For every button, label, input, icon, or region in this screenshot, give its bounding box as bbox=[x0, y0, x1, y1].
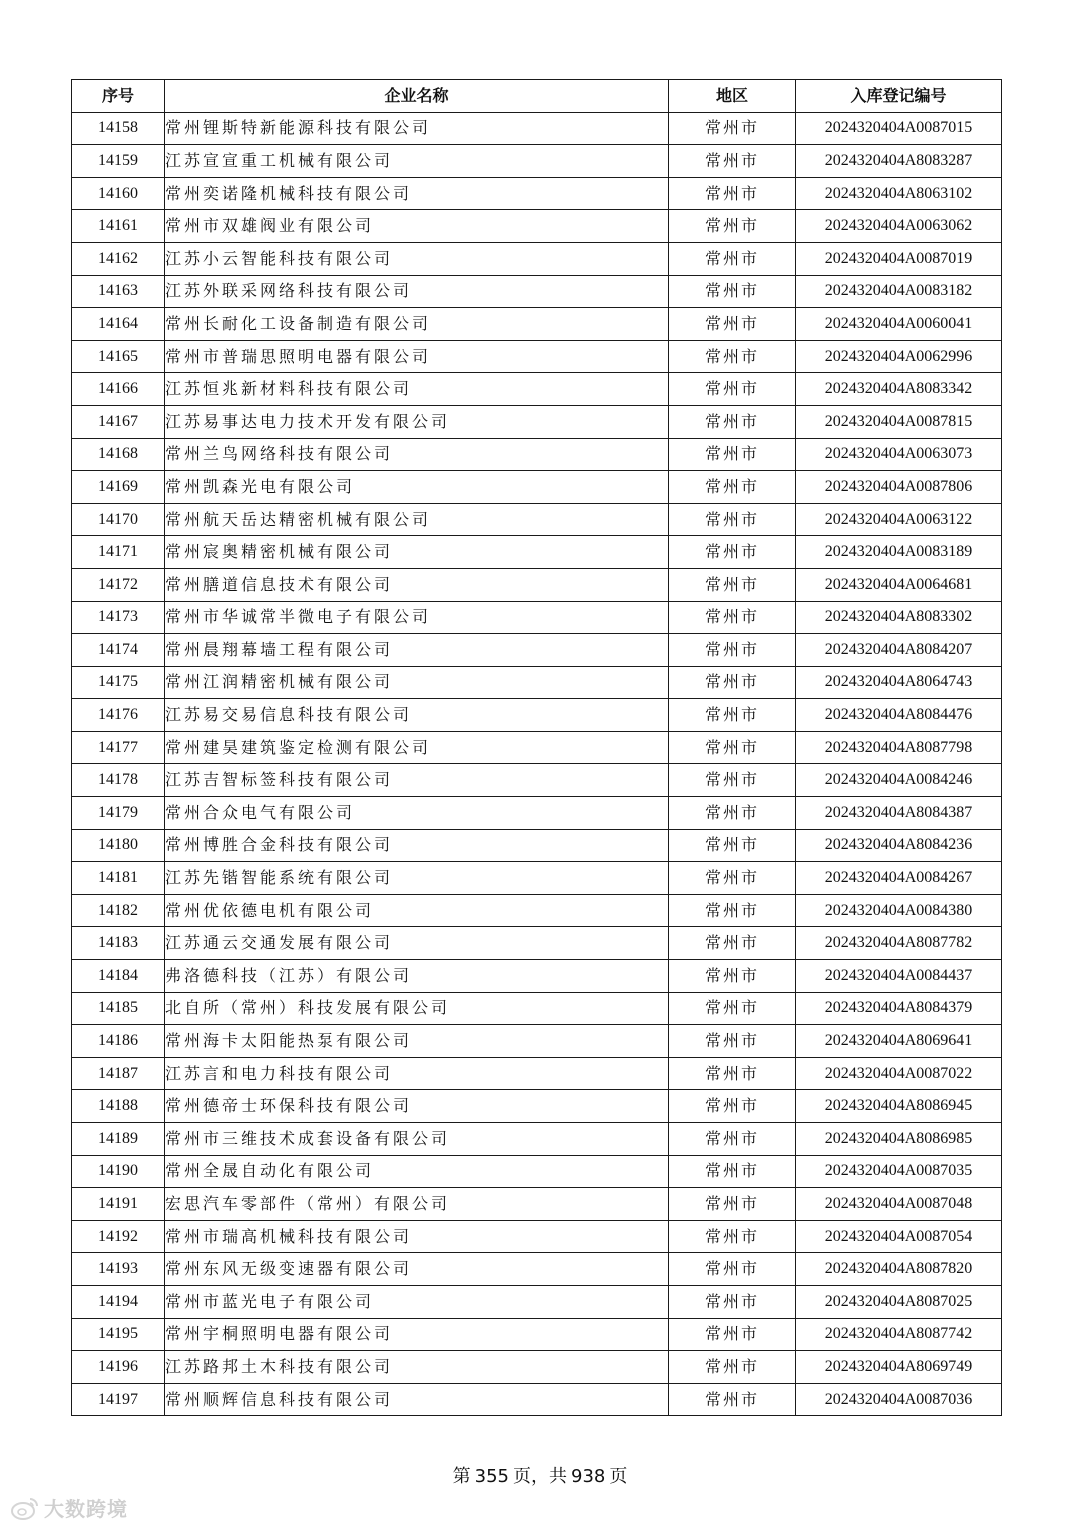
cell-serial-number: 14178 bbox=[72, 764, 165, 797]
cell-registration-code: 2024320404A0087806 bbox=[796, 471, 1002, 504]
cell-company-name: 常州市蓝光电子有限公司 bbox=[165, 1285, 669, 1318]
cell-region: 常州市 bbox=[669, 177, 796, 210]
table-row bbox=[72, 797, 1002, 830]
header-serial-number: 序号 bbox=[72, 80, 165, 113]
table-row bbox=[72, 503, 1002, 536]
cell-serial-number: 14159 bbox=[72, 145, 165, 178]
cell-serial-number: 14189 bbox=[72, 1123, 165, 1156]
cell-serial-number: 14195 bbox=[72, 1318, 165, 1351]
cell-registration-code: 2024320404A8084207 bbox=[796, 634, 1002, 667]
cell-company-name: 江苏外联采网络科技有限公司 bbox=[165, 275, 669, 308]
table-row bbox=[72, 1123, 1002, 1156]
cell-company-name: 常州凯森光电有限公司 bbox=[165, 471, 669, 504]
cell-serial-number: 14197 bbox=[72, 1383, 165, 1416]
cell-registration-code: 2024320404A0087015 bbox=[796, 112, 1002, 145]
cell-company-name: 常州兰鸟网络科技有限公司 bbox=[165, 438, 669, 471]
cell-registration-code: 2024320404A0087054 bbox=[796, 1220, 1002, 1253]
cell-serial-number: 14158 bbox=[72, 112, 165, 145]
cell-company-name: 江苏言和电力科技有限公司 bbox=[165, 1057, 669, 1090]
cell-company-name: 常州顺辉信息科技有限公司 bbox=[165, 1383, 669, 1416]
cell-registration-code: 2024320404A8069641 bbox=[796, 1025, 1002, 1058]
cell-region: 常州市 bbox=[669, 145, 796, 178]
cell-registration-code: 2024320404A8087742 bbox=[796, 1318, 1002, 1351]
cell-serial-number: 14163 bbox=[72, 275, 165, 308]
cell-serial-number: 14179 bbox=[72, 797, 165, 830]
cell-registration-code: 2024320404A0084246 bbox=[796, 764, 1002, 797]
cell-registration-code: 2024320404A0087022 bbox=[796, 1057, 1002, 1090]
cell-serial-number: 14192 bbox=[72, 1220, 165, 1253]
cell-registration-code: 2024320404A8087820 bbox=[796, 1253, 1002, 1286]
cell-region: 常州市 bbox=[669, 927, 796, 960]
cell-region: 常州市 bbox=[669, 829, 796, 862]
table-row bbox=[72, 601, 1002, 634]
cell-region: 常州市 bbox=[669, 1220, 796, 1253]
cell-region: 常州市 bbox=[669, 1351, 796, 1384]
cell-company-name: 常州市双雄阀业有限公司 bbox=[165, 210, 669, 243]
table-row bbox=[72, 1285, 1002, 1318]
watermark bbox=[10, 1493, 128, 1522]
cell-region: 常州市 bbox=[669, 536, 796, 569]
cell-company-name: 常州航天岳达精密机械有限公司 bbox=[165, 503, 669, 536]
table-row bbox=[72, 927, 1002, 960]
cell-registration-code: 2024320404A8069749 bbox=[796, 1351, 1002, 1384]
cell-serial-number: 14193 bbox=[72, 1253, 165, 1286]
table-row bbox=[72, 1188, 1002, 1221]
table-row bbox=[72, 471, 1002, 504]
cell-company-name: 江苏易交易信息科技有限公司 bbox=[165, 699, 669, 732]
page-footer bbox=[0, 1462, 1080, 1488]
cell-serial-number: 14188 bbox=[72, 1090, 165, 1123]
cell-serial-number: 14184 bbox=[72, 960, 165, 993]
cell-company-name: 常州市瑞高机械科技有限公司 bbox=[165, 1220, 669, 1253]
cell-company-name: 常州博胜合金科技有限公司 bbox=[165, 829, 669, 862]
cell-registration-code: 2024320404A8064743 bbox=[796, 666, 1002, 699]
cell-region: 常州市 bbox=[669, 438, 796, 471]
cell-company-name: 常州长耐化工设备制造有限公司 bbox=[165, 308, 669, 341]
cell-registration-code: 2024320404A8084476 bbox=[796, 699, 1002, 732]
cell-serial-number: 14170 bbox=[72, 503, 165, 536]
cell-registration-code: 2024320404A8083287 bbox=[796, 145, 1002, 178]
cell-region: 常州市 bbox=[669, 568, 796, 601]
cell-registration-code: 2024320404A0063073 bbox=[796, 438, 1002, 471]
cell-registration-code: 2024320404A8063102 bbox=[796, 177, 1002, 210]
cell-registration-code: 2024320404A8083342 bbox=[796, 373, 1002, 406]
cell-serial-number: 14161 bbox=[72, 210, 165, 243]
cell-company-name: 常州锂斯特新能源科技有限公司 bbox=[165, 112, 669, 145]
cell-serial-number: 14182 bbox=[72, 894, 165, 927]
cell-company-name: 江苏恒兆新材料科技有限公司 bbox=[165, 373, 669, 406]
header-company-name: 企业名称 bbox=[165, 80, 669, 113]
cell-company-name: 弗洛德科技（江苏）有限公司 bbox=[165, 960, 669, 993]
table-row bbox=[72, 1383, 1002, 1416]
cell-company-name: 宏思汽车零部件（常州）有限公司 bbox=[165, 1188, 669, 1221]
table-row bbox=[72, 731, 1002, 764]
watermark-text: 大数跨境 bbox=[44, 1497, 128, 1521]
cell-serial-number: 14174 bbox=[72, 634, 165, 667]
cell-serial-number: 14166 bbox=[72, 373, 165, 406]
table-row bbox=[72, 894, 1002, 927]
cell-registration-code: 2024320404A8086985 bbox=[796, 1123, 1002, 1156]
cell-company-name: 常州市普瑞思照明电器有限公司 bbox=[165, 340, 669, 373]
cell-serial-number: 14185 bbox=[72, 992, 165, 1025]
table-row bbox=[72, 536, 1002, 569]
cell-company-name: 常州建昊建筑鉴定检测有限公司 bbox=[165, 731, 669, 764]
cell-registration-code: 2024320404A8086945 bbox=[796, 1090, 1002, 1123]
cell-region: 常州市 bbox=[669, 862, 796, 895]
cell-company-name: 江苏易事达电力技术开发有限公司 bbox=[165, 405, 669, 438]
cell-company-name: 江苏通云交通发展有限公司 bbox=[165, 927, 669, 960]
page-total: 938 bbox=[571, 1466, 606, 1487]
table-row bbox=[72, 1090, 1002, 1123]
cell-region: 常州市 bbox=[669, 373, 796, 406]
cell-registration-code: 2024320404A0063122 bbox=[796, 503, 1002, 536]
cell-region: 常州市 bbox=[669, 1253, 796, 1286]
cell-region: 常州市 bbox=[669, 764, 796, 797]
cell-company-name: 常州优依德电机有限公司 bbox=[165, 894, 669, 927]
cell-serial-number: 14194 bbox=[72, 1285, 165, 1318]
table-row bbox=[72, 1253, 1002, 1286]
cell-region: 常州市 bbox=[669, 1285, 796, 1318]
table-row bbox=[72, 699, 1002, 732]
cell-region: 常州市 bbox=[669, 634, 796, 667]
table-row bbox=[72, 405, 1002, 438]
cell-company-name: 常州宇桐照明电器有限公司 bbox=[165, 1318, 669, 1351]
cell-serial-number: 14190 bbox=[72, 1155, 165, 1188]
table-row bbox=[72, 764, 1002, 797]
cell-serial-number: 14191 bbox=[72, 1188, 165, 1221]
table-row bbox=[72, 634, 1002, 667]
page-label-suffix: 页 bbox=[609, 1466, 628, 1487]
cell-company-name: 常州全晟自动化有限公司 bbox=[165, 1155, 669, 1188]
weibo-logo-icon bbox=[10, 1495, 40, 1521]
cell-serial-number: 14183 bbox=[72, 927, 165, 960]
cell-region: 常州市 bbox=[669, 308, 796, 341]
cell-region: 常州市 bbox=[669, 1155, 796, 1188]
table-row bbox=[72, 1318, 1002, 1351]
cell-registration-code: 2024320404A8087025 bbox=[796, 1285, 1002, 1318]
cell-serial-number: 14172 bbox=[72, 568, 165, 601]
cell-registration-code: 2024320404A0063062 bbox=[796, 210, 1002, 243]
cell-company-name: 常州宸奥精密机械有限公司 bbox=[165, 536, 669, 569]
cell-serial-number: 14164 bbox=[72, 308, 165, 341]
cell-serial-number: 14173 bbox=[72, 601, 165, 634]
table-row bbox=[72, 340, 1002, 373]
cell-company-name: 北自所（常州）科技发展有限公司 bbox=[165, 992, 669, 1025]
cell-region: 常州市 bbox=[669, 1057, 796, 1090]
table-body bbox=[72, 112, 1002, 1416]
cell-region: 常州市 bbox=[669, 1123, 796, 1156]
cell-registration-code: 2024320404A0087019 bbox=[796, 242, 1002, 275]
cell-serial-number: 14168 bbox=[72, 438, 165, 471]
table-row bbox=[72, 1220, 1002, 1253]
table-row bbox=[72, 666, 1002, 699]
cell-company-name: 江苏吉智标签科技有限公司 bbox=[165, 764, 669, 797]
cell-company-name: 常州膳道信息技术有限公司 bbox=[165, 568, 669, 601]
table-row bbox=[72, 438, 1002, 471]
page-label-prefix: 第 bbox=[452, 1466, 471, 1487]
cell-registration-code: 2024320404A0083189 bbox=[796, 536, 1002, 569]
cell-company-name: 常州海卡太阳能热泵有限公司 bbox=[165, 1025, 669, 1058]
cell-region: 常州市 bbox=[669, 797, 796, 830]
cell-company-name: 常州市三维技术成套设备有限公司 bbox=[165, 1123, 669, 1156]
cell-registration-code: 2024320404A8084379 bbox=[796, 992, 1002, 1025]
cell-registration-code: 2024320404A0087048 bbox=[796, 1188, 1002, 1221]
table-header-row bbox=[72, 80, 1002, 113]
header-region: 地区 bbox=[669, 80, 796, 113]
table-row bbox=[72, 568, 1002, 601]
cell-region: 常州市 bbox=[669, 960, 796, 993]
cell-region: 常州市 bbox=[669, 666, 796, 699]
cell-region: 常州市 bbox=[669, 1090, 796, 1123]
table-row bbox=[72, 992, 1002, 1025]
cell-region: 常州市 bbox=[669, 1025, 796, 1058]
cell-registration-code: 2024320404A8083302 bbox=[796, 601, 1002, 634]
cell-company-name: 江苏小云智能科技有限公司 bbox=[165, 242, 669, 275]
cell-region: 常州市 bbox=[669, 210, 796, 243]
cell-registration-code: 2024320404A0083182 bbox=[796, 275, 1002, 308]
cell-company-name: 江苏宣宣重工机械有限公司 bbox=[165, 145, 669, 178]
cell-region: 常州市 bbox=[669, 1188, 796, 1221]
cell-serial-number: 14181 bbox=[72, 862, 165, 895]
cell-registration-code: 2024320404A0084267 bbox=[796, 862, 1002, 895]
cell-serial-number: 14165 bbox=[72, 340, 165, 373]
cell-serial-number: 14175 bbox=[72, 666, 165, 699]
cell-company-name: 常州德帝士环保科技有限公司 bbox=[165, 1090, 669, 1123]
page-current: 355 bbox=[474, 1466, 509, 1487]
table-row bbox=[72, 1351, 1002, 1384]
cell-registration-code: 2024320404A0087815 bbox=[796, 405, 1002, 438]
cell-serial-number: 14171 bbox=[72, 536, 165, 569]
table-row bbox=[72, 177, 1002, 210]
cell-region: 常州市 bbox=[669, 731, 796, 764]
table-row bbox=[72, 373, 1002, 406]
cell-registration-code: 2024320404A0084437 bbox=[796, 960, 1002, 993]
cell-region: 常州市 bbox=[669, 405, 796, 438]
company-table bbox=[71, 79, 1002, 1416]
cell-serial-number: 14180 bbox=[72, 829, 165, 862]
cell-region: 常州市 bbox=[669, 503, 796, 536]
cell-serial-number: 14162 bbox=[72, 242, 165, 275]
cell-registration-code: 2024320404A8084387 bbox=[796, 797, 1002, 830]
cell-region: 常州市 bbox=[669, 699, 796, 732]
cell-serial-number: 14160 bbox=[72, 177, 165, 210]
cell-registration-code: 2024320404A0087036 bbox=[796, 1383, 1002, 1416]
cell-company-name: 江苏先锴智能系统有限公司 bbox=[165, 862, 669, 895]
cell-serial-number: 14196 bbox=[72, 1351, 165, 1384]
cell-region: 常州市 bbox=[669, 1318, 796, 1351]
header-registration-code: 入库登记编号 bbox=[796, 80, 1002, 113]
cell-serial-number: 14169 bbox=[72, 471, 165, 504]
cell-region: 常州市 bbox=[669, 112, 796, 145]
cell-region: 常州市 bbox=[669, 992, 796, 1025]
cell-company-name: 常州合众电气有限公司 bbox=[165, 797, 669, 830]
cell-company-name: 常州江润精密机械有限公司 bbox=[165, 666, 669, 699]
cell-region: 常州市 bbox=[669, 340, 796, 373]
cell-serial-number: 14177 bbox=[72, 731, 165, 764]
cell-company-name: 常州晨翔幕墙工程有限公司 bbox=[165, 634, 669, 667]
cell-region: 常州市 bbox=[669, 275, 796, 308]
cell-region: 常州市 bbox=[669, 471, 796, 504]
cell-company-name: 常州东风无级变速器有限公司 bbox=[165, 1253, 669, 1286]
table-row bbox=[72, 275, 1002, 308]
table-row bbox=[72, 210, 1002, 243]
table-row bbox=[72, 242, 1002, 275]
table-row bbox=[72, 1025, 1002, 1058]
cell-serial-number: 14186 bbox=[72, 1025, 165, 1058]
cell-registration-code: 2024320404A8084236 bbox=[796, 829, 1002, 862]
cell-serial-number: 14167 bbox=[72, 405, 165, 438]
table-row bbox=[72, 145, 1002, 178]
cell-registration-code: 2024320404A0060041 bbox=[796, 308, 1002, 341]
cell-region: 常州市 bbox=[669, 1383, 796, 1416]
table-row bbox=[72, 960, 1002, 993]
cell-company-name: 江苏路邦土木科技有限公司 bbox=[165, 1351, 669, 1384]
table-row bbox=[72, 1155, 1002, 1188]
table-row bbox=[72, 112, 1002, 145]
cell-registration-code: 2024320404A8087782 bbox=[796, 927, 1002, 960]
cell-company-name: 常州奕诺隆机械科技有限公司 bbox=[165, 177, 669, 210]
table-row bbox=[72, 1057, 1002, 1090]
cell-registration-code: 2024320404A0064681 bbox=[796, 568, 1002, 601]
cell-serial-number: 14176 bbox=[72, 699, 165, 732]
page-label-mid: 页，共 bbox=[513, 1466, 567, 1487]
table-row bbox=[72, 308, 1002, 341]
table-row bbox=[72, 862, 1002, 895]
table-row bbox=[72, 829, 1002, 862]
cell-registration-code: 2024320404A0062996 bbox=[796, 340, 1002, 373]
cell-region: 常州市 bbox=[669, 242, 796, 275]
cell-registration-code: 2024320404A0084380 bbox=[796, 894, 1002, 927]
cell-region: 常州市 bbox=[669, 894, 796, 927]
cell-company-name: 常州市华诚常半微电子有限公司 bbox=[165, 601, 669, 634]
cell-registration-code: 2024320404A0087035 bbox=[796, 1155, 1002, 1188]
cell-registration-code: 2024320404A8087798 bbox=[796, 731, 1002, 764]
cell-region: 常州市 bbox=[669, 601, 796, 634]
cell-serial-number: 14187 bbox=[72, 1057, 165, 1090]
